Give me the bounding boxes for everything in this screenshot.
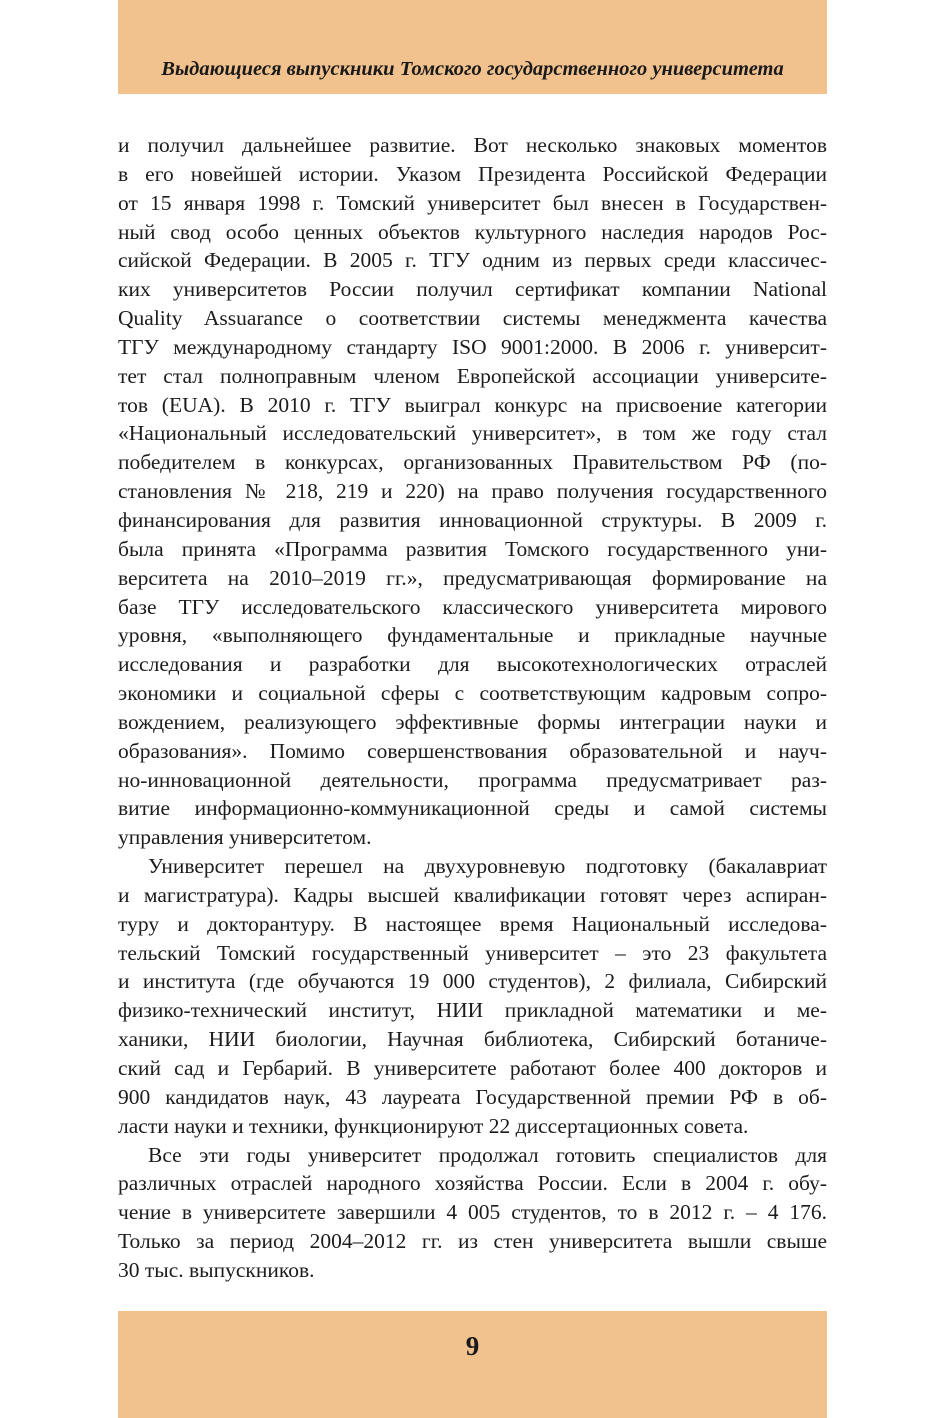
text-line: тет стал полноправным членом Европейской ассоциации университе- <box>118 363 827 388</box>
text-line: туру и докторантуру. В настоящее время Национальный исследова- <box>118 911 827 936</box>
text-line: физико-технический институт, НИИ прикладной математики и ме- <box>118 998 827 1023</box>
body-text <box>118 131 827 1285</box>
paragraph-3 <box>118 1141 827 1285</box>
text-line: Университет перешел на двухуровневую подготовку (бакалавриат <box>148 854 827 879</box>
text-line: ласти науки и техники, функционируют 22 диссертационных совета. <box>118 1113 749 1138</box>
text-line: различных отраслей народного хозяйства России. Если в 2004 г. обу- <box>118 1171 827 1196</box>
page-footer <box>118 1311 827 1418</box>
text-line: в его новейшей истории. Указом Президента Российской Федерации <box>118 161 827 186</box>
text-line: экономики и социальной сферы с соответствующим кадровым сопро- <box>118 681 827 706</box>
text-line: витие информационно-коммуникационной среды и самой системы <box>118 796 827 821</box>
text-line: исследования и разработки для высокотехнологических отраслей <box>118 652 827 677</box>
text-line: Quality Assuarance о соответствии системы менеджмента качества <box>118 306 827 331</box>
text-line: чение в университете завершили 4 005 студентов, то в 2012 г. – 4 176. <box>118 1200 827 1225</box>
text-line: финансирования для развития инновационной структуры. В 2009 г. <box>118 507 827 532</box>
text-line: ких университетов России получил сертификат компании National <box>118 277 827 302</box>
text-line: и получил дальнейшее развитие. Вот несколько знаковых моментов <box>118 133 827 157</box>
text-line: ский сад и Гербарий. В университете работают более 400 докторов и <box>118 1056 827 1080</box>
text-line: тельский Томский государственный университет – это 23 факультета <box>118 940 827 965</box>
text-line: и магистратура). Кадры высшей квалификации готовят через аспиран- <box>118 882 827 907</box>
text-line: ханики, НИИ биологии, Научная библиотека, Сибирский ботаниче- <box>118 1027 827 1052</box>
text-line: базе ТГУ исследовательского классического университета мирового <box>118 594 827 619</box>
page-number: 9 <box>465 1331 480 1361</box>
text-line: образования». Помимо совершенствования образовательной и науч- <box>118 738 827 763</box>
text-line: управления университетом. <box>118 825 372 850</box>
header-title: Выдающиеся выпускники Томского государственного университета <box>161 58 784 80</box>
text-line: «Национальный исследовательский университет», в том же году стал <box>118 421 827 446</box>
text-line: сийской Федерации. В 2005 г. ТГУ одним из первых среди классичес- <box>118 248 827 273</box>
text-line: и института (где обучаются 19 000 студентов), 2 филиала, Сибирский <box>118 969 827 994</box>
text-line: становления № 218, 219 и 220) на право получения государственного <box>118 479 827 504</box>
text-line: Только за период 2004–2012 гг. из стен университета вышли свыше <box>118 1229 827 1254</box>
text-line: тов (EUA). В 2010 г. ТГУ выиграл конкурс на присвоение категории <box>118 392 827 417</box>
running-header <box>118 0 827 94</box>
paragraph-2 <box>118 852 827 1140</box>
paragraph-1 <box>118 131 827 852</box>
text-line: была принята «Программа развития Томского государственного уни- <box>118 536 827 561</box>
text-line: 30 тыс. выпускников. <box>118 1257 315 1282</box>
text-line: ТГУ международному стандарту ISO 9001:2000. В 2006 г. университ- <box>118 334 827 359</box>
text-line: но-инновационной деятельности, программа предусматривает раз- <box>118 767 827 792</box>
text-line: 900 кандидатов наук, 43 лауреата Государственной премии РФ в об- <box>118 1084 827 1109</box>
text-line: победителем в конкурсах, организованных Правительством РФ (по- <box>118 450 827 475</box>
text-line: ный свод особо ценных объектов культурного наследия народов Рос- <box>118 219 827 244</box>
text-line: от 15 января 1998 г. Томский университет был внесен в Государствен- <box>118 190 827 215</box>
text-line: верситета на 2010–2019 гг.», предусматривающая формирование на <box>118 565 827 590</box>
text-line: Все эти годы университет продолжал готовить специалистов для <box>148 1142 827 1167</box>
text-line: вождением, реализующего эффективные формы интеграции науки и <box>118 709 827 734</box>
text-line: уровня, «выполняющего фундаментальные и прикладные научные <box>118 623 827 648</box>
